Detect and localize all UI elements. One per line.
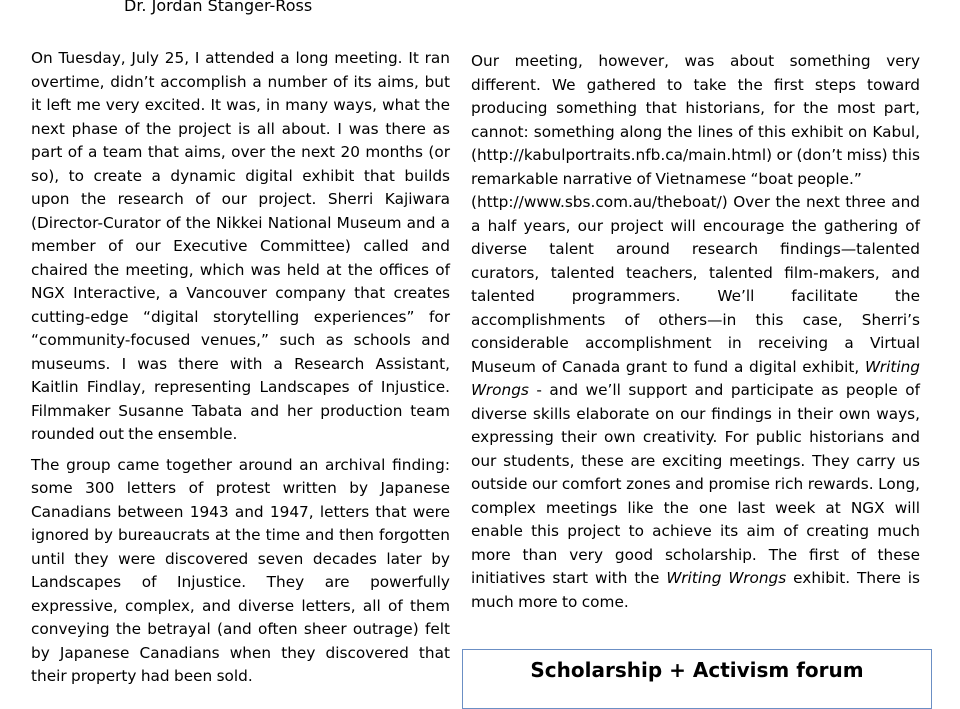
paragraph-meeting: On Tuesday, July 25, I attended a long meeting. It ran overtime, didn’t accomplish a number of its aims, but it left me very excited. It was, in many ways, what the next phase of the project is all about. I was there as part of a team that aims, over the next 20 months (or so), to create a dynamic digital exhibit that builds upon the research of our project. Sherri Kajiwara (Director-Curator of the Nikkei National Museum and a member of our Executive Committee) called and chaired the meeting, which was held at the offices of NGX Interactive, a Vancouver company that creates cutting-edge “digital storytelling experiences” for “community-focused venues,” such as schools and museums. I was there with a Research Assistant, Kaitlin Findlay, representing Landscapes of Injustice. Filmmaker Susanne Tabata and her production team rounded out the ensemble. <box>31 49 450 443</box>
forum-title: Scholarship + Activism forum <box>530 658 864 682</box>
text-segment: Our meeting, however, was about something very different. We gathered to take the first steps toward producing something that historians, for the most part, cannot: something along the lines of this exhibit on Kabul, <box>471 52 920 141</box>
kabul-link[interactable]: (http://kabulportraits.nfb.ca/main.html) <box>471 146 773 164</box>
right-column <box>471 50 920 614</box>
author-name: Dr. Jordan Stanger-Ross <box>124 0 313 15</box>
exhibit-title: Writing Wrongs <box>471 357 920 399</box>
paragraph-archival-finding: The group came together around an archival finding: some 300 letters of protest written by Japanese Canadians between 1943 and 1947, letters that were ignored by bureaucrats at the time and then forgotten until they were discovered seven decades later by Landscapes of Injustice. They are powerfully expressive, complex, and diverse letters, all of them conveying the betrayal (and often sheer outrage) felt by Japanese Canadians when they discovered that their property had been sold. <box>31 455 450 685</box>
exhibit-title: Writing Wrongs <box>666 569 787 587</box>
paragraph-meeting-purpose <box>471 50 920 614</box>
text-segment: exhibit. There is much more to come. <box>471 569 920 611</box>
text-segment: - and we’ll support and participate as people of diverse skills elaborate on our findings in their own ways, expressing their own creativity. For public historians and our students, these are exciting meetings. They carry us outside our comfort zones and promise rich rewards. Long, complex meetings like the one last week at NGX will enable this project to achieve its aim of creating much more than very good scholarship. The first of these initiatives start with the <box>471 381 920 587</box>
left-column <box>31 47 450 689</box>
boat-link[interactable]: (http://www.sbs.com.au/theboat/) <box>471 193 728 211</box>
forum-box <box>462 649 932 709</box>
text-segment: Over the next three and a half years, our project will encourage the gathering of diverse talent around research findings—talented curators, talented teachers, talented film-makers, and talented programmers. We’ll facilitate the accomplishments of others—in this case, Sherri’s considerable accomplishment in receiving a Virtual Museum of Canada grant to fund a digital exhibit, <box>471 193 920 376</box>
text-segment: or (don’t miss) this remarkable narrative of Vietnamese “boat people.” <box>471 146 920 188</box>
